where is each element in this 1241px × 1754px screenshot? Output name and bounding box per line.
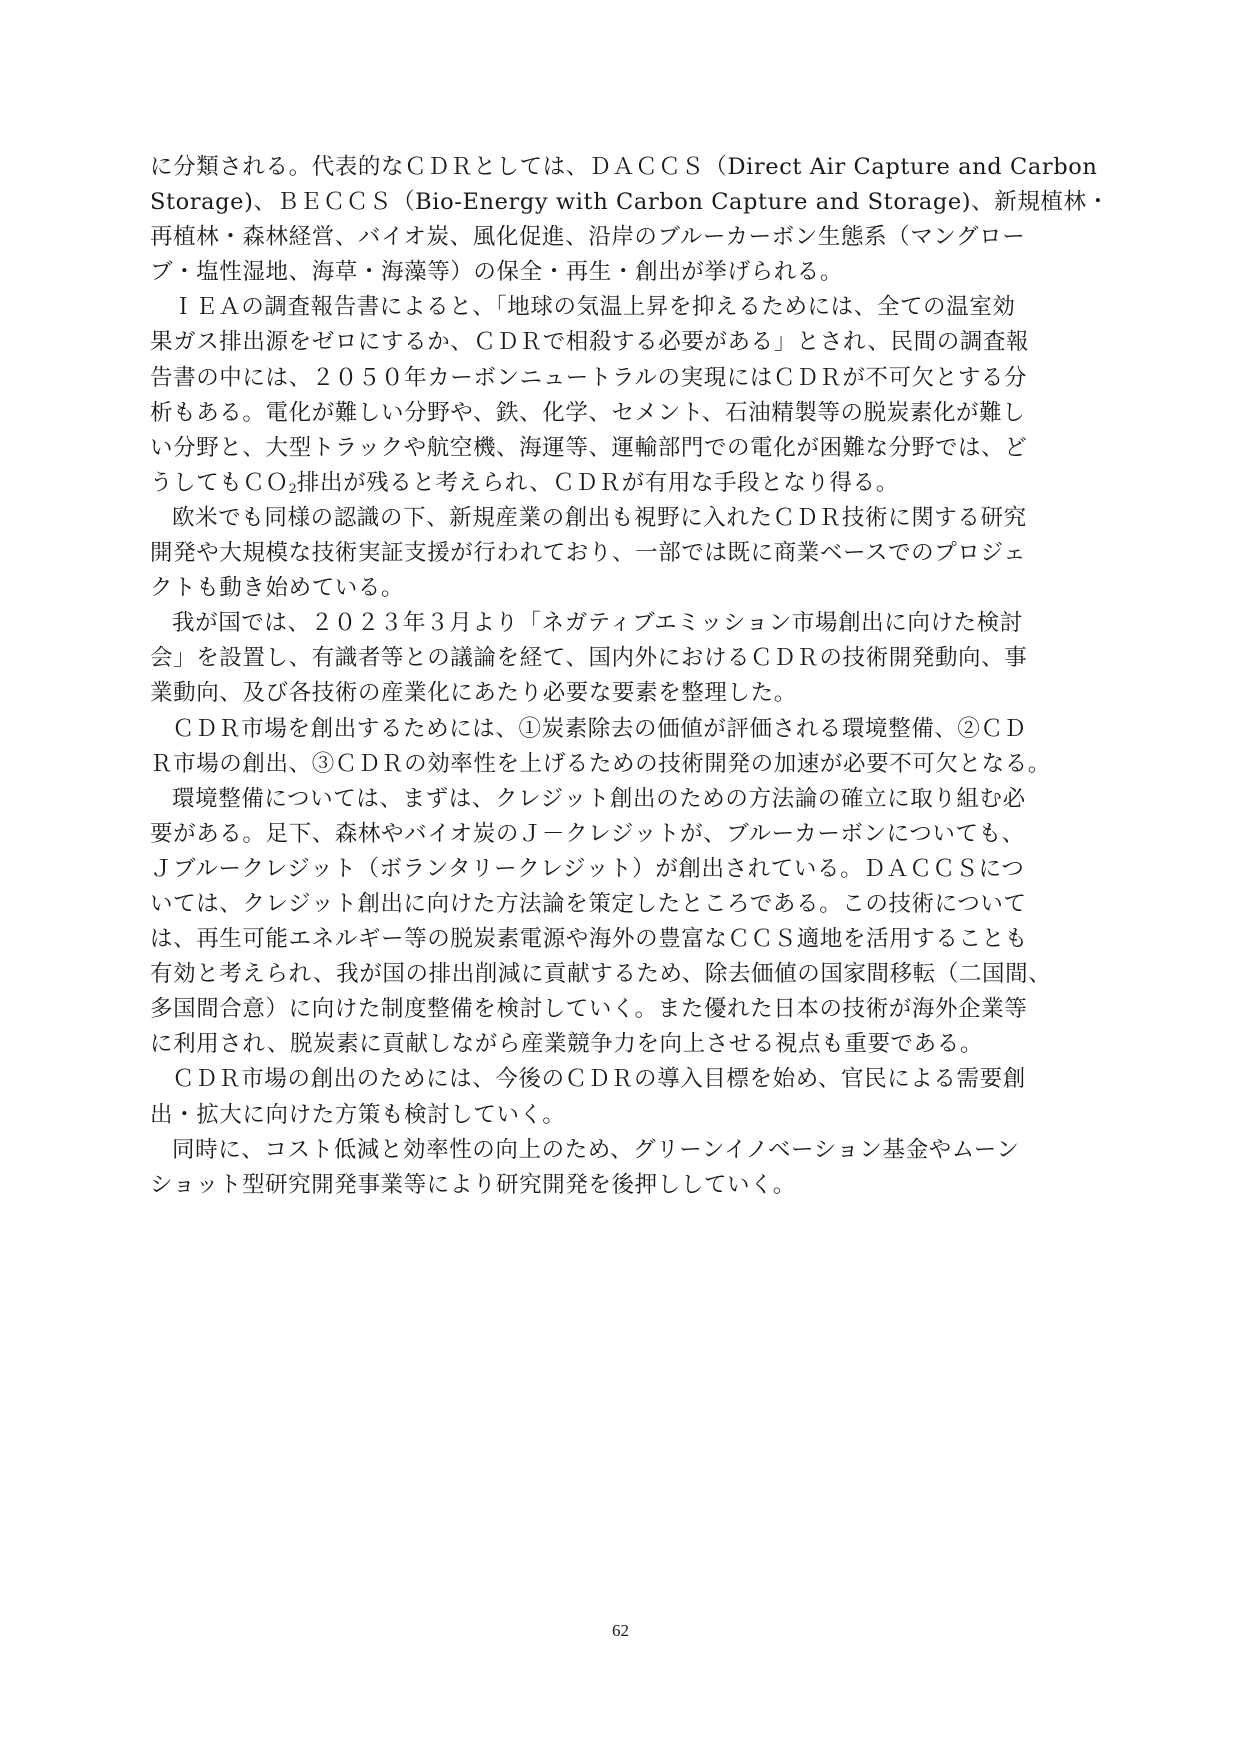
text-line: 有効と考えられ、我が国の排出削減に貢献するため、除去価値の国家間移転（二国間、 — [150, 961, 1052, 988]
page-number: 62 — [612, 1621, 629, 1640]
text-line: 析もある。電化が難しい分野や、鉄、化学、セメント、石油精製等の脱炭素化が難し — [150, 399, 1026, 426]
text-line: 会」を設置し、有識者等との議論を経て、国内外におけるＣＤＲの技術開発動向、事 — [150, 645, 1028, 672]
text-line: に分類される。代表的なＣＤＲとしては、ＤＡＣＣＳ（Direct Air Capture and Carbon — [150, 154, 1098, 180]
paragraph-start-line: 欧米でも同様の認識の下、新規産業の創出も視野に入れたＣＤＲ技術に関する研究 — [172, 504, 1027, 531]
text-line: ブ・塩性湿地、海草・海藻等）の保全・再生・創出が挙げられる。 — [150, 259, 844, 286]
text-line: ショット型研究開発事業等により研究開発を後押ししていく。 — [150, 1171, 796, 1198]
text-line: Ｊブルークレジット（ボランタリークレジット）が創出されている。ＤＡＣＣＳにつ — [150, 855, 1025, 882]
text-line: いては、クレジット創出に向けた方法論を策定したところである。この技術について — [150, 890, 1027, 917]
text-line: Ｒ市場の創出、③ＣＤＲの効率性を上げるための技術開発の加速が必要不可欠となる。 — [150, 750, 1051, 777]
paragraph-start-line: 同時に、コスト低減と効率性の向上のため、グリーンイノベーション基金やムーン — [172, 1136, 1020, 1163]
paragraph-start-line: 環境整備については、まずは、クレジット創出のための方法論の確立に取り組む必 — [172, 785, 1026, 812]
text-line: 多国間合意）に向けた制度整備を検討していく。また優れた日本の技術が海外企業等 — [150, 996, 1028, 1023]
co2-text-after: 排出が残ると考えられ、ＣＤＲが有用な手段となり得る。 — [296, 469, 899, 496]
text-line: Storage)、ＢＥＣＣＳ（Bio-Energy with Carbon Capture and Storage)、新規植林・ — [150, 189, 1110, 216]
text-line: 開発や大規模な技術実証支援が行われており、一部では既に商業ベースでのプロジェ — [150, 540, 1027, 567]
text-line: は、再生可能エネルギー等の脱炭素電源や海外の豊富なＣＣＳ適地を活用することも — [150, 926, 1028, 953]
text-line: 要がある。足下、森林やバイオ炭のＪ－クレジットが、ブルーカーボンについても、 — [150, 820, 1025, 847]
paragraph-start-line: ＣＤＲ市場を創出するためには、①炭素除去の価値が評価される環境整備、②ＣＤ — [172, 715, 1027, 742]
text-line-co2 — [150, 466, 1090, 501]
paragraph-start-line: ＣＤＲ市場の創出のためには、今後のＣＤＲの導入目標を始め、官民による需要創 — [172, 1066, 1026, 1093]
text-line: い分野と、大型トラックや航空機、海運等、運輸部門での電化が困難な分野では、ど — [150, 434, 1028, 461]
text-line: 出・拡大に向けた方策も検討していく。 — [150, 1101, 566, 1128]
paragraph-start-line: 我が国では、２０２３年３月より「ネガティブエミッション市場創出に向けた検討 — [172, 610, 1023, 637]
text-line: 業動向、及び各技術の産業化にあたり必要な要素を整理した。 — [150, 680, 797, 707]
paragraph-start-line: ＩＥＡの調査報告書によると、「地球の気温上昇を抑えるためには、全ての温室効 — [172, 294, 1016, 321]
co2-subscript: 2 — [288, 481, 297, 497]
text-line: 再植林・森林経営、バイオ炭、風化促進、沿岸のブルーカーボン生態系（マングロー — [150, 224, 1026, 251]
text-line: クトも動き始めている。 — [150, 575, 405, 602]
co2-text-before: うしてもＣＯ — [150, 469, 289, 496]
text-line: に利用され、脱炭素に貢献しながら産業競争力を向上させる視点も重要である。 — [150, 1031, 983, 1058]
text-line: 告書の中には、２０５０年カーボンニュートラルの実現にはＣＤＲが不可欠とする分 — [150, 364, 1028, 391]
body-text — [150, 150, 1110, 1203]
text-line: 果ガス排出源をゼロにするか、ＣＤＲで相殺する必要がある」とされ、民間の調査報 — [150, 329, 1030, 356]
